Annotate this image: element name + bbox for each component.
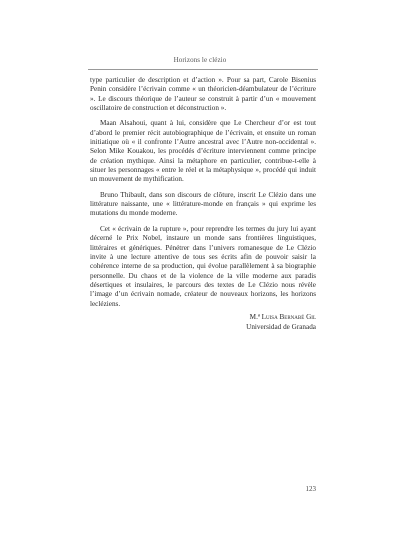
page-number: 123 (305, 485, 316, 493)
author-name: M.ª Luisa Bernabé Gil (249, 313, 316, 321)
paragraph: Maan Alsahoui, quant à lui, considère que Le Chercheur d’or est tout d’abord le premier récit autobiographique de l’écrivain, et ensuite un roman initiatique où « il confronte l’Autre ancestral avec l’Autre non-occidental ». Selon Mike Kouakou, les procédés d’écriture interviennent comme principe de création mythique. Ainsi la métaphore en particulier, contribue-t-elle à situer les personnages « entre le réel et la métaphysique », procédé qui induit un mouvement de mythification. (90, 119, 316, 184)
author-affiliation: Universidad de Granada (246, 323, 316, 331)
header-rule (88, 69, 318, 70)
running-head: Horizons le clézio (173, 56, 227, 64)
body-text (90, 76, 316, 315)
paragraph: Cet « écrivain de la rupture », pour reprendre les termes du jury lui ayant décerné le Prix Nobel, instaure un monde sans frontières linguistiques, littéraires et génériques. Pénétrer dans l’univers romanesque de Le Clézio invite à une lecture attentive de tous ses écrits afin de pouvoir saisir la cohérence interne de sa production, qui évolue parallèlement à sa biographie personnelle. Du chaos et de la violence de la ville moderne aux paradis désertiques et insulaires, le parcours des textes de Le Clézio nous révèle l’image d’un écrivain nomade, créateur de nouveaux horizons, les horizons lecléziens. (90, 224, 316, 308)
paragraph: type particulier de description et d’action ». Pour sa part, Carole Bisenius Penin considère l’écrivain comme « un théoricien-déambulateur de l’écriture ». Le discours théorique de l’auteur se construit à partir d’un « mouvement oscillatoire de construction et déconstruction ». (90, 76, 316, 113)
signature-block (90, 312, 316, 332)
paragraph: Bruno Thibault, dans son discours de clôture, inscrit Le Clézio dans une littérature naissante, une « littérature-monde en français » qui exprime les mutations du monde moderne. (90, 190, 316, 218)
